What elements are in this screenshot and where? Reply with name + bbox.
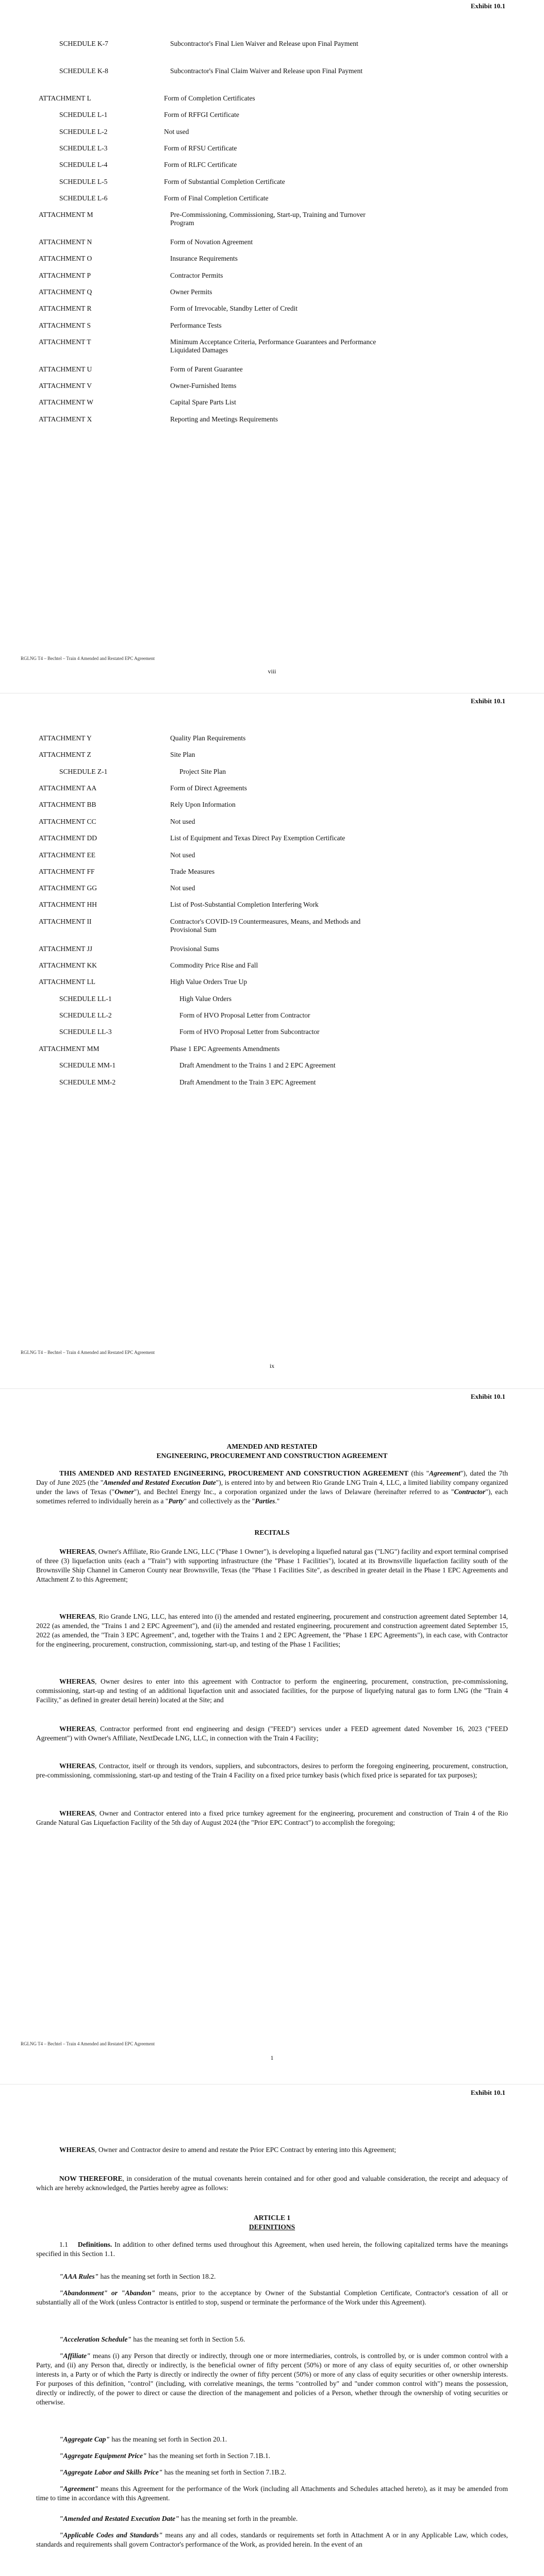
recital-1: WHEREAS, Owner's Affiliate, Rio Grande LNG, LLC ("Phase 1 Owner"), is developing a liquefied natural gas ("LNG") facility and export terminal comprised of three (3) liquefaction units (each a "Train") with supporting infrastructure (the "Phase 1 Facilities"), located at its Brownsville liquefaction facility south of the Brownsville Ship Channel in Cameron County near Brownsville, Texas (the "Phase 1 Facilities Site", as described in greater detail in the Phase 1 EPC Agreements and Attachment Z to this Agreement; [36, 1548, 508, 1583]
toc-label: ATTACHMENT T [39, 338, 91, 346]
toc-label: ATTACHMENT JJ [39, 945, 93, 953]
definition-entry: "Acceleration Schedule" has the meaning set forth in Section 5.6. [59, 2335, 245, 2343]
toc-description: Contractor's COVID-19 Countermeasures, Means, and Methods and Provisional Sum [170, 918, 361, 934]
recital-5: WHEREAS, Contractor, itself or through its vendors, suppliers, and subcontractors, desires to perform the foregoing engineering, procurement, construction, pre-commissioning, commissioning, start-up and testing of the Train 4 Facility on a fixed price turnkey basis (which fixed price is separated for tax purposes); [36, 1762, 508, 1779]
definition-entry: "Aggregate Equipment Price" has the meaning set forth in Section 7.1B.1. [59, 2452, 271, 2460]
toc-description: High Value Orders True Up [170, 978, 247, 986]
toc-description: Not used [164, 128, 189, 135]
toc-description: Owner-Furnished Items [170, 382, 237, 389]
section-1-1: 1.1 Definitions. In addition to other defined terms used throughout this Agreement, when used herein, the following capitalized terms have the meanings specified in this Section 1.1. [36, 2241, 508, 2258]
toc-label: ATTACHMENT Q [39, 288, 92, 296]
toc-description: Form of Completion Certificates [164, 94, 255, 102]
toc-description: High Value Orders [179, 995, 232, 1003]
toc-description: Contractor Permits [170, 272, 223, 279]
toc-label: SCHEDULE Z-1 [59, 768, 108, 775]
toc-label: SCHEDULE K-8 [59, 67, 108, 75]
page-viii [0, 0, 544, 685]
toc-label: ATTACHMENT BB [39, 801, 96, 808]
toc-description: Form of Irrevocable, Standby Letter of Credit [170, 304, 298, 312]
recital-6: WHEREAS, Owner and Contractor entered into a fixed price turnkey agreement for the engineering, procurement and construction of Train 4 of the Rio Grande Natural Gas Liquefaction Facility of the 5th day of August 2024 (the "Prior EPC Contract") to accomplish the foregoing; [36, 1809, 508, 1826]
toc-label: SCHEDULE LL-3 [59, 1028, 112, 1036]
page-number: ix [269, 1362, 275, 1369]
definition-entry: "AAA Rules" has the meaning set forth in Section 18.2. [59, 2273, 216, 2280]
toc-description: Rely Upon Information [170, 801, 236, 808]
toc-label: ATTACHMENT W [39, 398, 94, 406]
toc-description: Not used [170, 851, 195, 859]
toc-label: ATTACHMENT V [39, 382, 92, 389]
toc-description: Form of Substantial Completion Certificate [164, 178, 285, 185]
page-divider [0, 1388, 544, 1389]
toc-label: SCHEDULE L-4 [59, 161, 108, 168]
toc-label: ATTACHMENT GG [39, 884, 97, 892]
page-footer: RGLNG T4 – Bechtel – Train 4 Amended and Restated EPC Agreement [21, 1350, 155, 1355]
toc-description: Minimum Acceptance Criteria, Performance Guarantees and Performance Liquidated Damages [170, 338, 376, 354]
toc-description: Reporting and Meetings Requirements [170, 415, 278, 423]
article-title: ARTICLE 1 [253, 2214, 291, 2222]
toc-label: SCHEDULE MM-1 [59, 1061, 116, 1069]
toc-description: Owner Permits [170, 288, 212, 296]
page-footer: RGLNG T4 – Bechtel – Train 4 Amended and Restated EPC Agreement [21, 2041, 155, 2046]
toc-label: ATTACHMENT KK [39, 961, 97, 969]
toc-description: Form of RFFGI Certificate [164, 111, 239, 118]
doc-title-line1: AMENDED AND RESTATED [226, 1443, 318, 1450]
recital-2: WHEREAS, Rio Grande LNG, LLC, has entered into (i) the amended and restated engineering, procurement and construction agreement dated September 14, 2022 (as amended, the "Trains 1 and 2 EPC Agreement"), and (ii) the amended and restated engineering, procurement and construction agreement dated September 15, 2022 (as amended, the "Train 3 EPC Agreement", and, together with the Trains 1 and 2 EPC Agreement, the "Phase 1 EPC Agreements"), in each case, with Contractor for the engineering, procurement, construction, commissioning, start-up, and testing of the Phase 1 Facilities; [36, 1613, 508, 1648]
toc-label: ATTACHMENT X [39, 415, 92, 423]
toc-description: Form of Direct Agreements [170, 784, 247, 792]
toc-label: ATTACHMENT AA [39, 784, 97, 792]
toc-description: Not used [170, 884, 195, 892]
toc-label: SCHEDULE L-2 [59, 128, 108, 135]
toc-description: Form of RLFC Certificate [164, 161, 237, 168]
exhibit-label: Exhibit 10.1 [470, 697, 505, 705]
toc-description: Subcontractor's Final Lien Waiver and Release upon Final Payment [170, 40, 358, 47]
article-subtitle: DEFINITIONS [249, 2223, 295, 2231]
toc-label: ATTACHMENT S [39, 321, 91, 329]
toc-description: Trade Measures [170, 868, 215, 875]
toc-description: Form of HVO Proposal Letter from Contractor [179, 1011, 310, 1019]
toc-label: SCHEDULE LL-1 [59, 995, 112, 1003]
page-2 [0, 2087, 544, 2576]
doc-title-line2: ENGINEERING, PROCUREMENT AND CONSTRUCTION AGREEMENT [156, 1452, 388, 1460]
definition-entry: "Affiliate" means (i) any Person that directly or indirectly, through one or more intermediaries, controls, is controlled by, or is under common control with a Party, and (ii) any Person that, directly or indirectly, is the beneficial owner of fifty percent (50%) or more of any class of equity securities of, or other ownership interests in, a Party or of which the Party is directly or indirectly the owner of fifty percent (50%) or more of any class of equity securities or other ownership interests. For purposes of this definition, "control" (including, with correlative meanings, the terms "controlled by" and "under common control with") means the possession, directly or indirectly, of the power to direct or cause the direction of the management and policies of a Person, whether through the ownership of voting securities or otherwise. [36, 2352, 508, 2406]
toc-label: SCHEDULE LL-2 [59, 1011, 112, 1019]
definition-entry: "Abandonment" or "Abandon" means, prior to the acceptance by Owner of the Substantial Completion Certificate, Contractor's cessation of all or substantially all of the Work (unless Contractor is entitled to stop, suspend or terminate the performance of the Work under this Agreement). [36, 2289, 508, 2306]
toc-description: Site Plan [170, 751, 195, 758]
toc-description: Draft Amendment to the Trains 1 and 2 EPC Agreement [179, 1061, 336, 1069]
recital-3: WHEREAS, Owner desires to enter into this agreement with Contractor to perform the engineering, procurement, construction, pre-commissioning, commissioning, start-up and testing of an additional liquefaction unit and associated facilities, for the purpose of liquefying natural gas to form LNG (the "Train 4 Facility," as defined in greater detail herein) located at the Site; and [36, 1677, 508, 1704]
toc-description: Provisional Sums [170, 945, 219, 953]
toc-description: Form of Novation Agreement [170, 238, 253, 246]
toc-label: ATTACHMENT HH [39, 901, 97, 908]
toc-description: Form of Final Completion Certificate [164, 194, 269, 202]
toc-label: ATTACHMENT M [39, 211, 93, 218]
exhibit-label: Exhibit 10.1 [470, 2089, 505, 2096]
toc-label: ATTACHMENT O [39, 255, 92, 262]
toc-label: ATTACHMENT MM [39, 1045, 100, 1053]
definition-entry: "Aggregate Labor and Skills Price" has the meaning set forth in Section 7.1B.2. [59, 2468, 286, 2476]
page-1 [0, 1391, 544, 2076]
toc-description: Not used [170, 818, 195, 825]
toc-description: Subcontractor's Final Claim Waiver and Release upon Final Payment [170, 67, 363, 75]
definition-entry: "Agreement" means this Agreement for the performance of the Work (including all Attachments and Schedules attached hereto), as it may be amended from time to time in accordance with this Agreement. [36, 2485, 508, 2502]
toc-description: Commodity Price Rise and Fall [170, 961, 258, 969]
toc-description: Form of RFSU Certificate [164, 144, 237, 152]
definition-entry: "Amended and Restated Execution Date" has the meaning set forth in the preamble. [59, 2515, 298, 2522]
toc-label: ATTACHMENT CC [39, 818, 96, 825]
toc-label: ATTACHMENT DD [39, 834, 97, 842]
toc-label: SCHEDULE L-6 [59, 194, 108, 202]
intro-paragraph: THIS AMENDED AND RESTATED ENGINEERING, PROCUREMENT AND CONSTRUCTION AGREEMENT (this "Agreement"), dated the 7th Day of June 2025 (the "Amended and Restated Execution Date"), is entered into by and between Rio Grande LNG Train 4, LLC, a limited liability company organized under the laws of Texas ("Owner"), and Bechtel Energy Inc., a corporation organized under the laws of Delaware (hereinafter referred to as "Contractor"), each sometimes referred to individually herein as a "Party" and collectively as the "Parties." [36, 1469, 508, 1505]
toc-description: Performance Tests [170, 321, 222, 329]
page-number: 1 [270, 2054, 274, 2061]
toc-label: SCHEDULE L-5 [59, 178, 108, 185]
page-footer: RGLNG T4 – Bechtel – Train 4 Amended and Restated EPC Agreement [21, 656, 155, 661]
whereas-final: WHEREAS, Owner and Contractor desire to amend and restate the Prior EPC Contract by entering into this Agreement; [59, 2146, 397, 2154]
toc-label: ATTACHMENT LL [39, 978, 96, 986]
toc-label: ATTACHMENT L [39, 94, 91, 102]
toc-label: ATTACHMENT Y [39, 734, 92, 742]
exhibit-label: Exhibit 10.1 [470, 1393, 505, 1400]
page-number: viii [268, 668, 276, 675]
intro-bold: THIS AMENDED AND RESTATED ENGINEERING, PROCUREMENT AND CONSTRUCTION AGREEMENT [59, 1469, 409, 1477]
definition-entry: "Applicable Codes and Standards" means any and all codes, standards or requirements set forth in Attachment A or in any Applicable Law, which codes, standards and requirements shall govern Contractor's performance of the Work, as provided herein. In the event of an [36, 2531, 508, 2548]
toc-description: Insurance Requirements [170, 255, 238, 262]
toc-description: Quality Plan Requirements [170, 734, 246, 742]
toc-label: SCHEDULE K-7 [59, 40, 108, 47]
toc-label: ATTACHMENT II [39, 918, 92, 925]
toc-description: Pre-Commissioning, Commissioning, Start-up, Training and Turnover Program [170, 211, 366, 227]
page-ix [0, 696, 544, 1381]
now-therefore: NOW THEREFORE, in consideration of the mutual covenants herein contained and for other good and valuable consideration, the receipt and adequacy of which are hereby acknowledged, the Parties hereby agree as follows: [36, 2175, 508, 2192]
toc-label: SCHEDULE L-1 [59, 111, 108, 118]
toc-label: ATTACHMENT Z [39, 751, 91, 758]
toc-description: Draft Amendment to the Train 3 EPC Agreement [179, 1078, 316, 1086]
toc-description: List of Equipment and Texas Direct Pay Exemption Certificate [170, 834, 345, 842]
toc-description: Project Site Plan [179, 768, 226, 775]
toc-label: ATTACHMENT R [39, 304, 92, 312]
toc-label: ATTACHMENT FF [39, 868, 95, 875]
toc-label: ATTACHMENT U [39, 365, 92, 373]
toc-label: SCHEDULE MM-2 [59, 1078, 116, 1086]
toc-label: ATTACHMENT P [39, 272, 91, 279]
exhibit-label: Exhibit 10.1 [470, 2, 505, 10]
recital-4: WHEREAS, Contractor performed front end engineering and design ("FEED") services under a FEED agreement dated November 16, 2023 ("FEED Agreement") with Owner's Affiliate, NextDecade LNG, LLC, in connection with the Train 4 Facility; [36, 1725, 508, 1742]
toc-label: ATTACHMENT N [39, 238, 92, 246]
toc-description: Capital Spare Parts List [170, 398, 236, 406]
definition-entry: "Aggregate Cap" has the meaning set forth in Section 20.1. [59, 2435, 227, 2443]
toc-label: SCHEDULE L-3 [59, 144, 108, 152]
toc-label: ATTACHMENT EE [39, 851, 96, 859]
toc-description: Phase 1 EPC Agreements Amendments [170, 1045, 280, 1053]
recitals-heading: RECITALS [254, 1529, 290, 1536]
toc-description: Form of Parent Guarantee [170, 365, 243, 373]
toc-description: List of Post-Substantial Completion Interfering Work [170, 901, 319, 908]
toc-description: Form of HVO Proposal Letter from Subcontractor [179, 1028, 320, 1036]
